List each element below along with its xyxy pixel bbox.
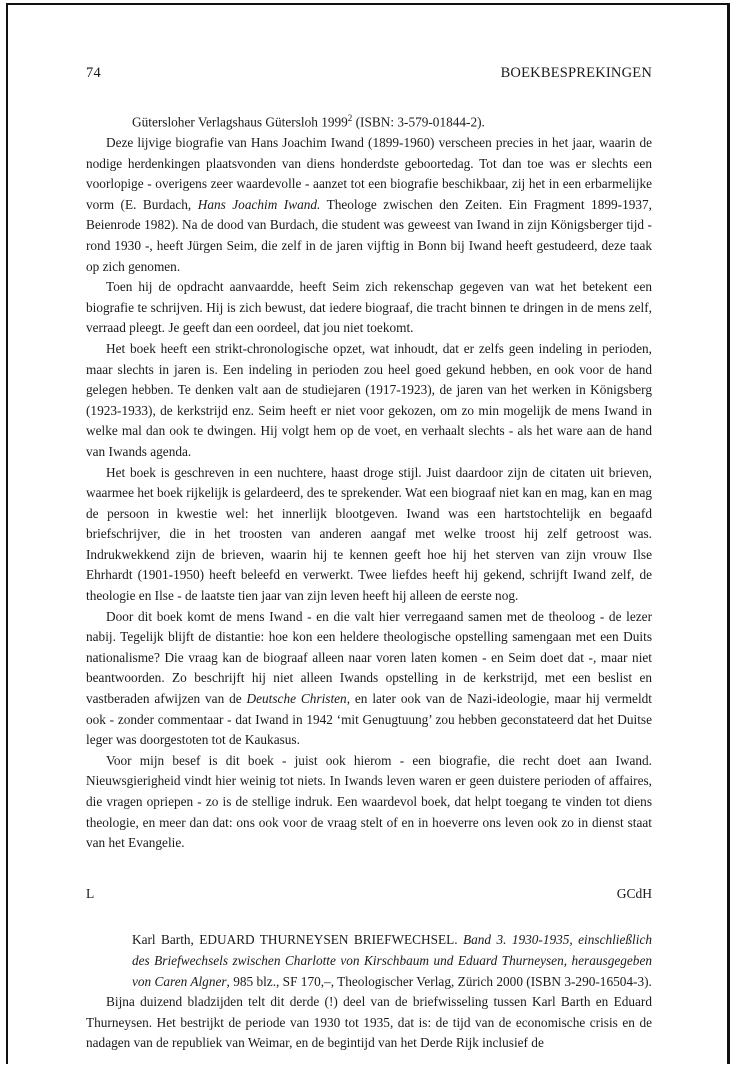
review2-paragraph-1: Bijna duizend bladzijden telt dit derde (!) deel van de briefwisseling tussen Karl Barth en Eduard Thurneysen. Het bestrijkt de periode van 1930 tot 1935, dat is: de tijd van de economische crisis en de nadagen van de republiek van Weimar, en de begintijd van het Derde Rijk inclusief de [86,994,652,1051]
scan-border-top [6,3,728,5]
page-content [86,108,652,1054]
review1-p1-text-a: Deze lijvige biografie van Hans Joachim Iwand (1899-1960) verscheen precies in het jaar, waarin de nodige herdenkingen plaatsvonden van diens honderdste geboortedag. Tot dan toe was er slechts een voorlopige - overigens zeer waardevolle - aanzet tot een biografie beschikbaar, zij het in een erbarmelijke vorm (E. Burdach, [86,135,652,212]
review1-p5-text-a: Door dit boek komt de mens Iwand - en die valt hier verregaand samen met de theoloog - de lezer nabij. Tegelijk blijft de distantie: hoe kon een heldere theologische opstelling samengaan met een Duits nationalisme? Die vraag kan de biograaf alleen naar voren laten komen - en Seim doet dat -, maar niet beantwoorden. Zo beschrijft hij niet alleen Iwands opstelling in de kerkstrijd, met een beslist en vastberaden afwijzen van de [86,608,652,707]
review1-p1-text-b: Theologe zwischen den Zeiten. Ein Fragment 1899-1937, Beienrode 1982). Na de dood van Burdach, die student was geweest van Iwand in zijn Königsberger tijd - rond 1930 -, heeft Jürgen Seim, die zelf in de jaren vijftig in Bonn bij Iwand heeft gestudeerd, deze taak op zich genomen. [86,196,652,274]
review2-ref-text-b: , 985 blz., SF 170,–, Theologischer Verlag, Zürich 2000 (ISBN 3-290-16504-3). [226,973,652,989]
scan-border-right [727,3,730,1064]
review1-paragraph-6: Voor mijn besef is dit boek - juist ook hierom - een biografie, die recht doet aan Iwand. Nieuwsgierigheid vindt hier weinig tot niets. In Iwands leven waren er geen duistere perioden of affaires, die vragen opriepen - zo is de stellige indruk. Een waardevol boek, dat helpt toegang te vinden tot diens theologie, en meer dan dat: ons ook voor de vraag stelt of en in hoeverre ons leven ook zo in dienst staat van het Evangelie. [86,752,652,851]
review1-paragraph-2: Toen hij de opdracht aanvaardde, heeft Seim zich rekenschap gegeven van wat het betekent een biografie te schrijven. Hij is zich bewust, dat iedere biograaf, die tracht binnen te dringen in de mens zelf, verraad pleegt. Je geeft dan een oordeel, dat jou niet toekomt. [86,279,652,336]
review1-p5-text-b: , en later ook van de Nazi-ideologie, maar hij vermeldt ook - zonder commentaar - dat Iwand in 1942 ‘mit Genugtuung’ zou hebben geconstateerd dat het Duitse leger was doorgestoten tot de Kaukasus. [86,691,652,748]
signature-left: L [86,885,95,901]
review1-paragraph-3: Het boek heeft een strikt-chronologische opzet, wat inhoudt, dat er zelfs geen indeling in perioden, maar slechts in jaren is. Een indeling in perioden zou heel goed gekund hebben, en ook voor de hand gelegen hebben. Te denken valt aan de studiejaren (1917-1923), de jaren van het werken in Königsberg (1923-1933), de kerkstrijd enz. Seim heeft er niet voor gekozen, om zo min mogelijk de mens Iwand in welke mal dan ook te dwingen. Hij volgt hem op de voet, en verhaalt slechts - als het ware aan de hand van Iwands agenda. [86,340,652,459]
review-signature [86,884,652,905]
review1-p1-italic: Hans Joachim Iwand. [197,196,321,212]
review2-ref-italic: Band 3. 1930-1935, einschließlich des Briefwechsels zwischen Charlotte von Kirschbaum und Eduard Thurneysen, herausgegeben von Caren Algner [132,932,652,989]
review1-p5-italic: Deutsche Christen [246,691,347,707]
review1-paragraph-4: Het boek is geschreven in een nuchtere, haast droge stijl. Juist daardoor zijn de citaten uit brieven, waarmee het boek rijkelijk is gelardeerd, des te sprekender. Wat een biograaf niet kan en mag, kan en mag de persoon in kwestie wel: het innerlijk blootgeven. Iwand was een hartstochtelijk en begaafd briefschrijver, die in het troosten van anderen aangaf met welke troost hij zelf getroost was. Indrukwekkend zijn de brieven, waarin hij te kennen geeft hoe hij het sterven van zijn vrouw Ilse Ehrhardt (1901-1950) heeft beleefd en verwerkt. Twee liefdes heeft hij gekend, schrijft Iwand zelf, de theologie en Ilse - de laatste tien jaar van zijn leven heeft hij alleen de eerste nog. [86,464,652,604]
scan-border-left [6,3,8,1064]
running-title: BOEKBESPREKINGEN [500,65,652,81]
publisher-line-text: Gütersloher Verlagshaus Gütersloh 1999 [132,114,348,130]
review2-reference [86,930,652,992]
running-header [86,65,652,82]
review1-paragraph-5 [86,607,652,751]
signature-initials: GCdH [616,885,652,901]
page-number: 74 [86,65,101,81]
review2-ref-text-a: Karl Barth, EDUARD THURNEYSEN BRIEFWECHSEL. [132,932,464,948]
publisher-line [86,108,652,133]
isbn-text: (ISBN: 3-579-01844-2). [352,114,485,130]
review1-paragraph-1 [86,133,652,277]
edition-superscript: 2 [347,113,353,123]
